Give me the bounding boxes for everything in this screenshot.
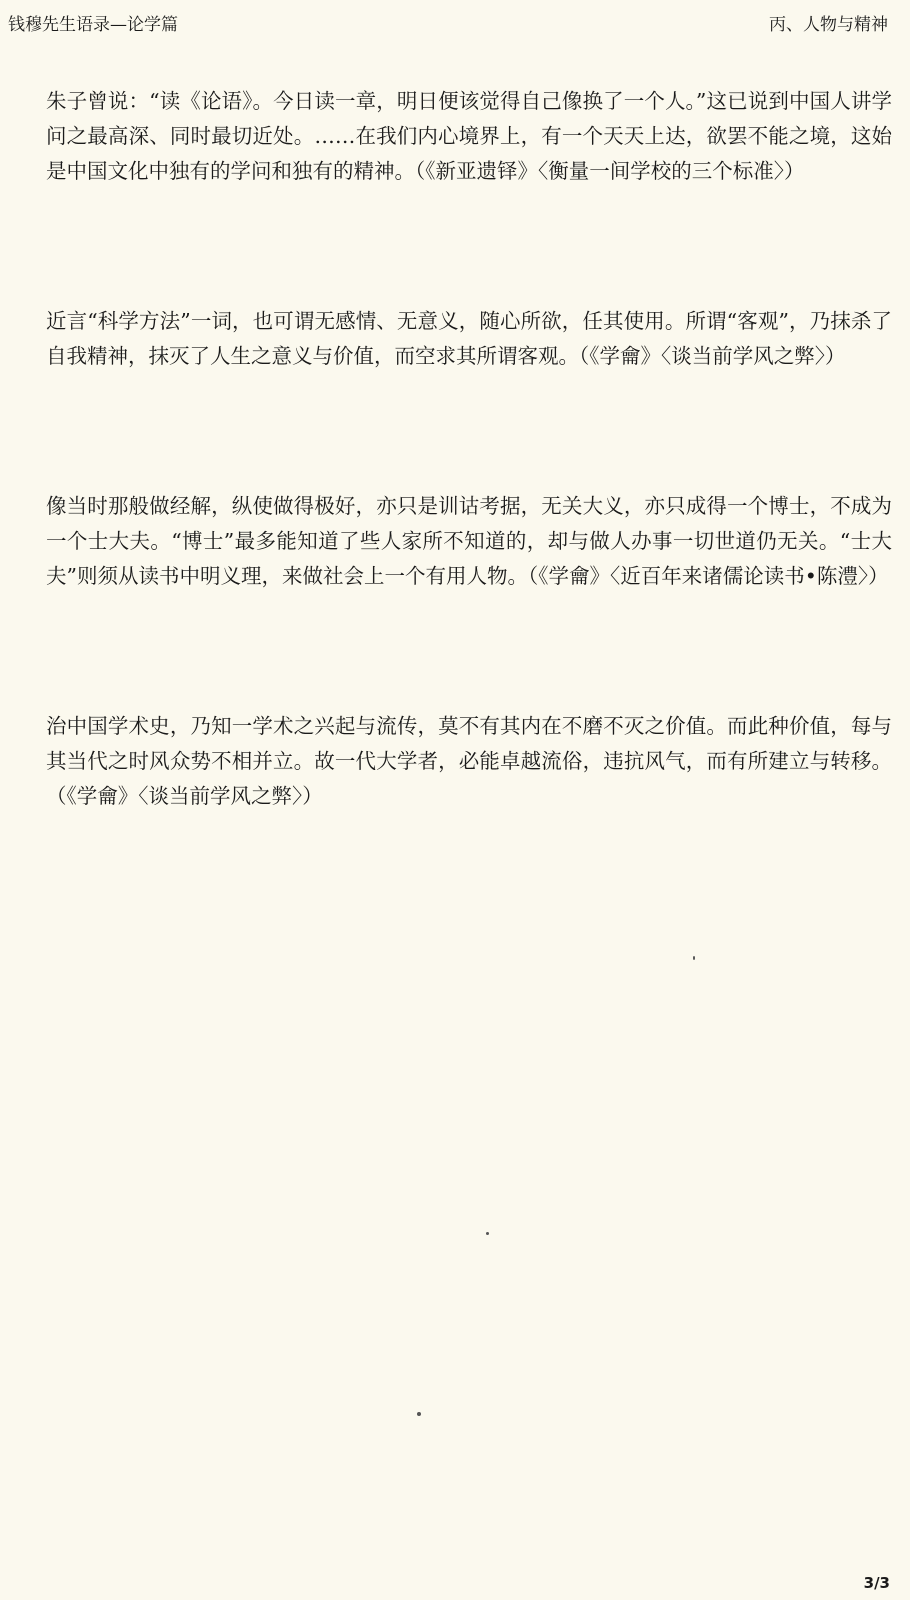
quote-list <box>46 84 892 929</box>
scan-speck <box>693 956 695 960</box>
header-section-title: 丙、人物与精神 <box>769 15 888 35</box>
quote-paragraph: 近言“科学方法”一词，也可谓无感情、无意义，随心所欲，任其使用。所谓“客观”，乃抹杀了自我精神，抹灭了人生之意义与价值，而空求其所谓客观。（《学龠》〈谈当前学风之弊〉） <box>46 309 892 368</box>
quote-paragraph: 治中国学术史，乃知一学术之兴起与流传，莫不有其内在不磨不灭之价值。而此种价值，每与其当代之时风众势不相并立。故一代大学者，必能卓越流俗，违抗风气，而有所建立与转移。（《学龠》〈谈当前学风之弊〉） <box>46 714 892 808</box>
quote-paragraph: 朱子曾说：“读《论语》。今日读一章，明日便该觉得自己像换了一个人。”这已说到中国人讲学问之最高深、同时最切近处。……在我们内心境界上，有一个天天上达，欲罢不能之境，这始是中国文化中独有的学问和独有的精神。（《新亚遗铎》〈衡量一间学校的三个标准〉） <box>46 89 892 183</box>
header-book-title: 钱穆先生语录—论学篇 <box>8 15 178 35</box>
quote-paragraph: 像当时那般做经解，纵使做得极好，亦只是训诂考据，无关大义，亦只成得一个博士，不成为一个士大夫。“博士”最多能知道了些人家所不知道的，却与做人办事一切世道仍无关。“士大夫”则须从读书中明义理，来做社会上一个有用人物。（《学龠》〈近百年来诸儒论读书•陈澧〉） <box>46 494 892 588</box>
scan-speck <box>417 1412 421 1416</box>
scan-speck <box>486 1232 489 1235</box>
page-number: 3/3 <box>863 1574 890 1592</box>
